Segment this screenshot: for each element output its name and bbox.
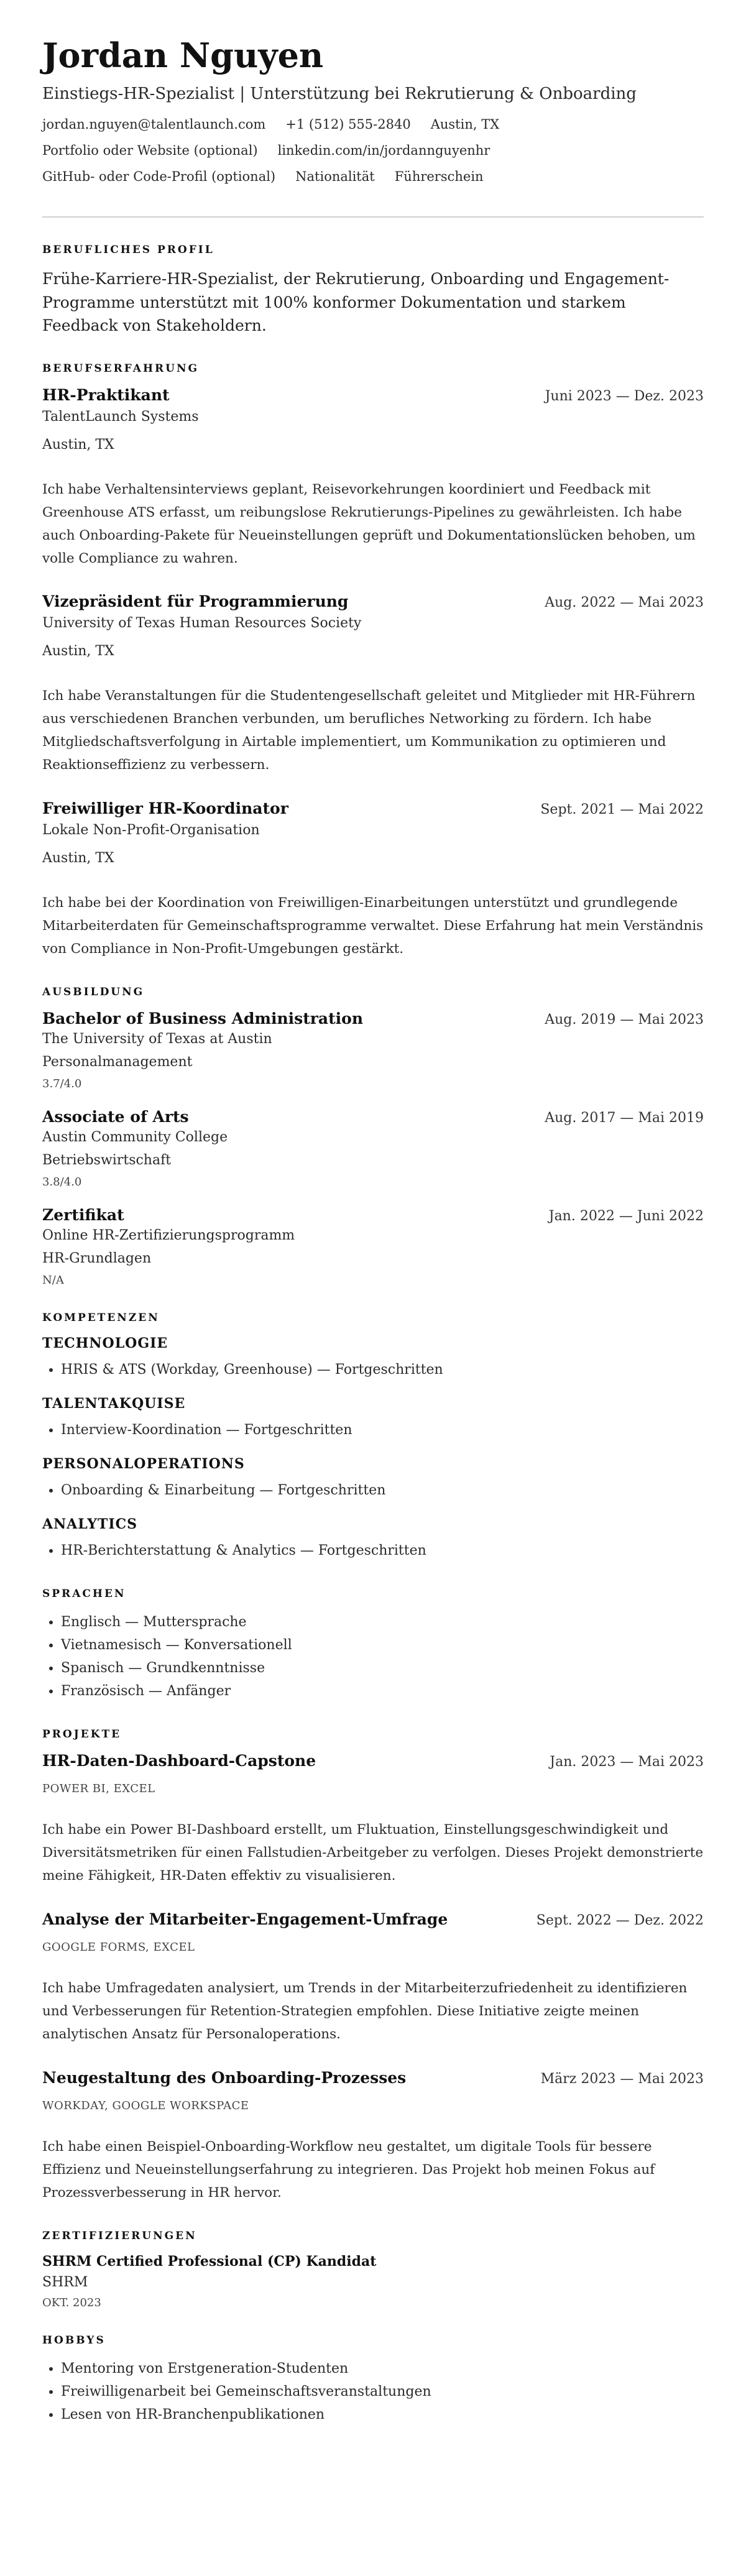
- project-description: Ich habe ein Power BI-Dashboard erstellt, um Fluktuation, Einstellungsgeschwindigkeit und Diversitätsmetriken für einen Fallstudien-Arbeitgeber zu verfolgen. Dieses Projekt demonstrierte meine Fähigkeit, HR-Daten effektiv zu visualisieren.: [42, 1821, 704, 1884]
- project-tech: GOOGLE FORMS, EXCEL: [42, 1940, 195, 1954]
- job-employer: University of Texas Human Resources Society: [42, 615, 362, 632]
- school-name: Austin Community College: [42, 1129, 228, 1146]
- skill-item: • HRIS & ATS (Workday, Greenhouse) — Fortgeschritten: [61, 1359, 704, 1382]
- skill-category: TECHNOLOGIE: [42, 1335, 168, 1352]
- project-description: Ich habe Umfragedaten analysiert, um Trends in der Mitarbeiterzufriedenheit zu identifizieren und Verbesserungen für Retention-Strategien empfohlen. Diese Initiative zeigte meinen analytischen Ansatz für Personaloperations.: [42, 1980, 688, 2042]
- project-entry: [42, 1752, 704, 1888]
- education-entry: [42, 1010, 704, 1090]
- job-description: Ich habe bei der Koordination von Freiwilligen-Einarbeitungen unterstützt und grundlegende Mitarbeiterdaten für Gemeinschaftsprogramme verwaltet. Diese Erfahrung hat mein Verständnis von Compliance in Non-Profit-Umgebungen gestärkt.: [42, 895, 704, 957]
- school-name: The University of Texas at Austin: [42, 1031, 272, 1047]
- project-description: Ich habe einen Beispiel-Onboarding-Workflow neu gestaltet, um digitale Tools für bessere Effizienz und Neueinstellungserfahrung zu integrieren. Das Projekt hob meinen Fokus auf Prozessverbesserung in HR hervor.: [42, 2138, 655, 2201]
- contact-nationality: Nationalität: [295, 169, 375, 185]
- job-dates: Aug. 2022 — Mai 2023: [545, 595, 704, 611]
- skill-category: ANALYTICS: [42, 1516, 138, 1533]
- gpa: 3.7/4.0: [42, 1077, 82, 1091]
- project-name: HR-Daten-Dashboard-Capstone: [42, 1751, 316, 1770]
- skill-group: [42, 1396, 704, 1442]
- degree-dates: Jan. 2022 — Juni 2022: [548, 1208, 704, 1225]
- project-tech: POWER BI, EXCEL: [42, 1782, 155, 1795]
- job-description: Ich habe Verhaltensinterviews geplant, Reisevorkehrungen koordiniert und Feedback mit Greenhouse ATS erfasst, um reibungslose Rekrutierungs-Pipelines zu gewährleisten. Ich habe auch Onboarding-Pakete für Neueinstellungen geprüft und Dokumentationslücken behoben, um volle Compliance zu wahren.: [42, 481, 696, 566]
- experience-entry: [42, 799, 704, 961]
- skill-item: • Interview-Koordination — Fortgeschritten: [61, 1419, 704, 1442]
- certification-issuer: SHRM: [42, 2274, 88, 2290]
- contact-portfolio[interactable]: Portfolio oder Website (optional): [42, 143, 258, 159]
- job-location: Austin, TX: [42, 850, 114, 867]
- projects-section: [42, 1728, 704, 2205]
- contact-location: Austin, TX: [430, 117, 500, 132]
- section-title-skills: KOMPETENZEN: [42, 1312, 160, 1325]
- candidate-headline: Einstiegs-HR-Spezialist | Unterstützung bei Rekrutierung & Onboarding: [42, 85, 637, 104]
- language-item: • Französisch — Anfänger: [61, 1680, 704, 1703]
- contact-license: Führerschein: [394, 169, 484, 185]
- profile-section: [42, 244, 704, 338]
- project-name: Analyse der Mitarbeiter-Engagement-Umfrage: [42, 1910, 448, 1928]
- skill-group: [42, 1335, 704, 1382]
- skill-category: PERSONALOPERATIONS: [42, 1456, 245, 1473]
- section-title-experience: BERUFSERFAHRUNG: [42, 362, 200, 375]
- contact-linkedin[interactable]: linkedin.com/in/jordannguyenhr: [277, 143, 490, 159]
- job-title: Vizepräsident für Programmierung: [42, 592, 349, 611]
- hobby-item: • Mentoring von Erstgeneration-Studenten: [61, 2358, 704, 2381]
- candidate-name: Jordan Nguyen: [42, 35, 324, 75]
- job-dates: Juni 2023 — Dez. 2023: [545, 388, 704, 404]
- skill-item: • Onboarding & Einarbeitung — Fortgeschritten: [61, 1479, 704, 1502]
- gpa: N/A: [42, 1274, 64, 1287]
- contact-row-3: [42, 169, 704, 184]
- education-section: [42, 986, 704, 1287]
- project-entry: [42, 2069, 704, 2205]
- profile-summary: Frühe-Karriere-HR-Spezialist, der Rekrutierung, Onboarding und Engagement-Programme unterstützt mit 100% konformer Dokumentation und starkem Feedback von Stakeholdern.: [42, 270, 670, 335]
- degree-title: Associate of Arts: [42, 1108, 189, 1126]
- hobby-item: • Freiwilligenarbeit bei Gemeinschaftsveranstaltungen: [61, 2381, 704, 2404]
- skill-group: [42, 1516, 704, 1563]
- degree-title: Zertifikat: [42, 1206, 124, 1225]
- school-name: Online HR-Zertifizierungsprogramm: [42, 1228, 295, 1244]
- certification-entry: [42, 2253, 704, 2309]
- language-item: • Englisch — Muttersprache: [61, 1611, 704, 1634]
- job-employer: TalentLaunch Systems: [42, 408, 199, 425]
- project-entry: [42, 1910, 704, 2046]
- education-entry: [42, 1206, 704, 1287]
- certifications-section: [42, 2230, 704, 2309]
- experience-section: [42, 362, 704, 962]
- contact-phone[interactable]: +1 (512) 555-2840: [285, 117, 411, 132]
- degree-title: Bachelor of Business Administration: [42, 1010, 364, 1028]
- language-item: • Vietnamesisch — Konversationell: [61, 1634, 704, 1657]
- job-dates: Sept. 2021 — Mai 2022: [540, 802, 704, 818]
- education-entry: [42, 1108, 704, 1189]
- job-description: Ich habe Veranstaltungen für die Studentengesellschaft geleitet und Mitglieder mit HR-Führern aus verschiedenen Branchen verbunden, um berufliches Networking zu fördern. Ich habe Mitgliedschaftsverfolgung in Airtable implementiert, um Kommunikation zu optimieren und Reaktionseffizienz zu verbessern.: [42, 688, 696, 773]
- study-field: Personalmanagement: [42, 1054, 193, 1070]
- project-tech: WORKDAY, GOOGLE WORKSPACE: [42, 2099, 249, 2112]
- experience-entry: [42, 386, 704, 571]
- job-title: HR-Praktikant: [42, 385, 170, 404]
- job-employer: Lokale Non-Profit-Organisation: [42, 822, 260, 839]
- contact-email[interactable]: jordan.nguyen@talentlaunch.com: [42, 117, 266, 132]
- gpa: 3.8/4.0: [42, 1175, 82, 1189]
- project-dates: März 2023 — Mai 2023: [540, 2071, 704, 2087]
- certification-date: OKT. 2023: [42, 2296, 101, 2309]
- degree-dates: Aug. 2019 — Mai 2023: [545, 1012, 704, 1028]
- section-title-profile: BERUFLICHES PROFIL: [42, 244, 214, 257]
- hobby-item: • Lesen von HR-Branchenpublikationen: [61, 2404, 704, 2427]
- study-field: HR-Grundlagen: [42, 1251, 152, 1267]
- project-dates: Sept. 2022 — Dez. 2022: [536, 1912, 704, 1928]
- job-title: Freiwilliger HR-Koordinator: [42, 799, 288, 818]
- hobbies-list: [42, 2358, 704, 2427]
- experience-entry: [42, 592, 704, 777]
- section-title-education: AUSBILDUNG: [42, 986, 145, 999]
- contact-row-2: [42, 143, 704, 158]
- section-title-projects: PROJEKTE: [42, 1727, 122, 1741]
- resume-header: [42, 36, 704, 184]
- skills-section: [42, 1312, 704, 1563]
- languages-section: [42, 1588, 704, 1703]
- section-title-languages: SPRACHEN: [42, 1588, 126, 1601]
- job-location: Austin, TX: [42, 436, 114, 453]
- study-field: Betriebswirtschaft: [42, 1152, 172, 1169]
- project-dates: Jan. 2023 — Mai 2023: [550, 1754, 704, 1770]
- header-divider: [42, 216, 704, 218]
- contact-row-1: [42, 117, 704, 132]
- contact-github[interactable]: GitHub- oder Code-Profil (optional): [42, 169, 276, 185]
- skill-group: [42, 1456, 704, 1502]
- languages-list: [42, 1611, 704, 1703]
- skill-category: TALENTAKQUISE: [42, 1396, 186, 1412]
- degree-dates: Aug. 2017 — Mai 2019: [545, 1110, 704, 1126]
- skill-item: • HR-Berichterstattung & Analytics — Fortgeschritten: [61, 1540, 704, 1563]
- job-location: Austin, TX: [42, 643, 114, 660]
- hobbies-section: [42, 2334, 704, 2427]
- section-title-certifications: ZERTIFIZIERUNGEN: [42, 2229, 197, 2242]
- project-name: Neugestaltung des Onboarding-Prozesses: [42, 2068, 407, 2087]
- section-title-hobbies: HOBBYS: [42, 2334, 106, 2347]
- language-item: • Spanisch — Grundkenntnisse: [61, 1657, 704, 1680]
- certification-name: SHRM Certified Professional (CP) Kandidat: [42, 2253, 377, 2270]
